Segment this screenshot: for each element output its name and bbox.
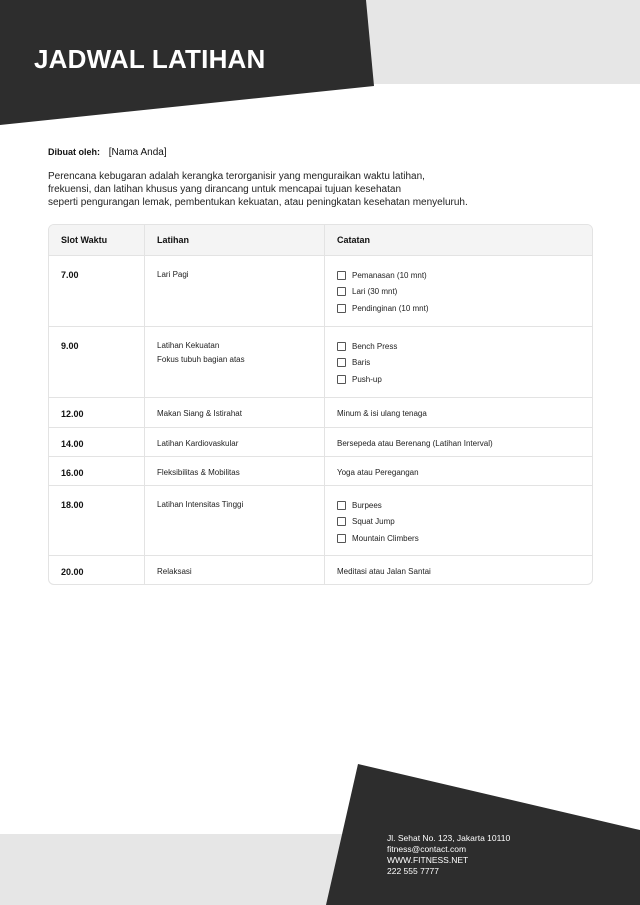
note-text: Minum & isi ulang tenaga bbox=[337, 409, 427, 418]
footer-email: fitness@contact.com bbox=[387, 844, 467, 854]
footer-address: Jl. Sehat No. 123, Jakarta 10110 bbox=[387, 833, 511, 843]
table-row bbox=[49, 485, 592, 555]
footer-contact bbox=[387, 833, 510, 877]
intro-line: seperti pengurangan lemak, pembentukan kekuatan, atau peningkatan kesehatan menyeluruh. bbox=[48, 197, 468, 208]
checklist-item[interactable] bbox=[337, 304, 592, 314]
note-text: Meditasi atau Jalan Santai bbox=[337, 567, 431, 576]
time-slot: 9.00 bbox=[61, 341, 79, 351]
checkbox-icon[interactable] bbox=[337, 517, 346, 526]
time-slot: 14.00 bbox=[61, 439, 84, 449]
checklist-label: Push-up bbox=[352, 375, 382, 385]
checkbox-icon[interactable] bbox=[337, 304, 346, 313]
table-row bbox=[49, 255, 592, 326]
checklist-item[interactable] bbox=[337, 341, 592, 351]
checklist-item[interactable] bbox=[337, 517, 592, 527]
table-row bbox=[49, 456, 592, 485]
exercise-name: Lari Pagi bbox=[157, 270, 189, 279]
checklist-label: Baris bbox=[352, 358, 371, 368]
header-time-slot: Slot Waktu bbox=[61, 235, 108, 245]
checklist-label: Squat Jump bbox=[352, 517, 395, 527]
checklist-item[interactable] bbox=[337, 270, 592, 280]
time-slot: 7.00 bbox=[61, 270, 79, 280]
checklist-label: Burpees bbox=[352, 500, 382, 510]
time-slot: 20.00 bbox=[61, 567, 84, 577]
exercise-name: Relaksasi bbox=[157, 567, 192, 576]
exercise-name: Makan Siang & Istirahat bbox=[157, 409, 242, 418]
author-label: Dibuat oleh: bbox=[48, 147, 100, 157]
footer-phone: 222 555 7777 bbox=[387, 866, 439, 876]
checkbox-icon[interactable] bbox=[337, 358, 346, 367]
checklist-label: Pemanasan (10 mnt) bbox=[352, 270, 427, 280]
checkbox-icon[interactable] bbox=[337, 501, 346, 510]
author-name: [Nama Anda] bbox=[108, 147, 167, 158]
header-notes: Catatan bbox=[324, 225, 592, 255]
intro-paragraph bbox=[48, 170, 468, 209]
intro-line: frekuensi, dan latihan khusus yang dirancang untuk mencapai tujuan kesehatan bbox=[48, 184, 402, 195]
exercise-name: Latihan Kekuatan bbox=[157, 341, 220, 350]
time-slot: 12.00 bbox=[61, 409, 84, 419]
checkbox-icon[interactable] bbox=[337, 375, 346, 384]
checklist-item[interactable] bbox=[337, 287, 592, 297]
checklist-label: Lari (30 mnt) bbox=[352, 287, 398, 297]
author-line bbox=[48, 147, 167, 158]
table-header-row bbox=[49, 225, 592, 255]
footer-website: WWW.FITNESS.NET bbox=[387, 855, 469, 865]
table-row bbox=[49, 326, 592, 397]
checkbox-icon[interactable] bbox=[337, 271, 346, 280]
time-slot: 16.00 bbox=[61, 468, 84, 478]
header-exercise: Latihan bbox=[144, 225, 324, 255]
table-row bbox=[49, 397, 592, 427]
checklist-item[interactable] bbox=[337, 534, 592, 544]
checklist-label: Mountain Climbers bbox=[352, 534, 419, 544]
checkbox-icon[interactable] bbox=[337, 287, 346, 296]
checklist-label: Pendinginan (10 mnt) bbox=[352, 304, 429, 314]
checklist-item[interactable] bbox=[337, 375, 592, 385]
checklist-item[interactable] bbox=[337, 500, 592, 510]
table-row bbox=[49, 427, 592, 456]
table-row bbox=[49, 555, 592, 584]
exercise-detail: Fokus tubuh bagian atas bbox=[157, 355, 245, 364]
exercise-name: Latihan Intensitas Tinggi bbox=[157, 500, 244, 509]
page-title: JADWAL LATIHAN bbox=[34, 44, 266, 74]
time-slot: 18.00 bbox=[61, 500, 84, 510]
checkbox-icon[interactable] bbox=[337, 342, 346, 351]
exercise-name: Latihan Kardiovaskular bbox=[157, 439, 239, 448]
note-text: Yoga atau Peregangan bbox=[337, 468, 419, 477]
schedule-table bbox=[48, 224, 593, 585]
checkbox-icon[interactable] bbox=[337, 534, 346, 543]
intro-line: Perencana kebugaran adalah kerangka terorganisir yang menguraikan waktu latihan, bbox=[48, 171, 425, 182]
exercise-name: Fleksibilitas & Mobilitas bbox=[157, 468, 240, 477]
checklist-label: Bench Press bbox=[352, 341, 398, 351]
note-text: Bersepeda atau Berenang (Latihan Interval) bbox=[337, 439, 493, 448]
checklist-item[interactable] bbox=[337, 358, 592, 368]
